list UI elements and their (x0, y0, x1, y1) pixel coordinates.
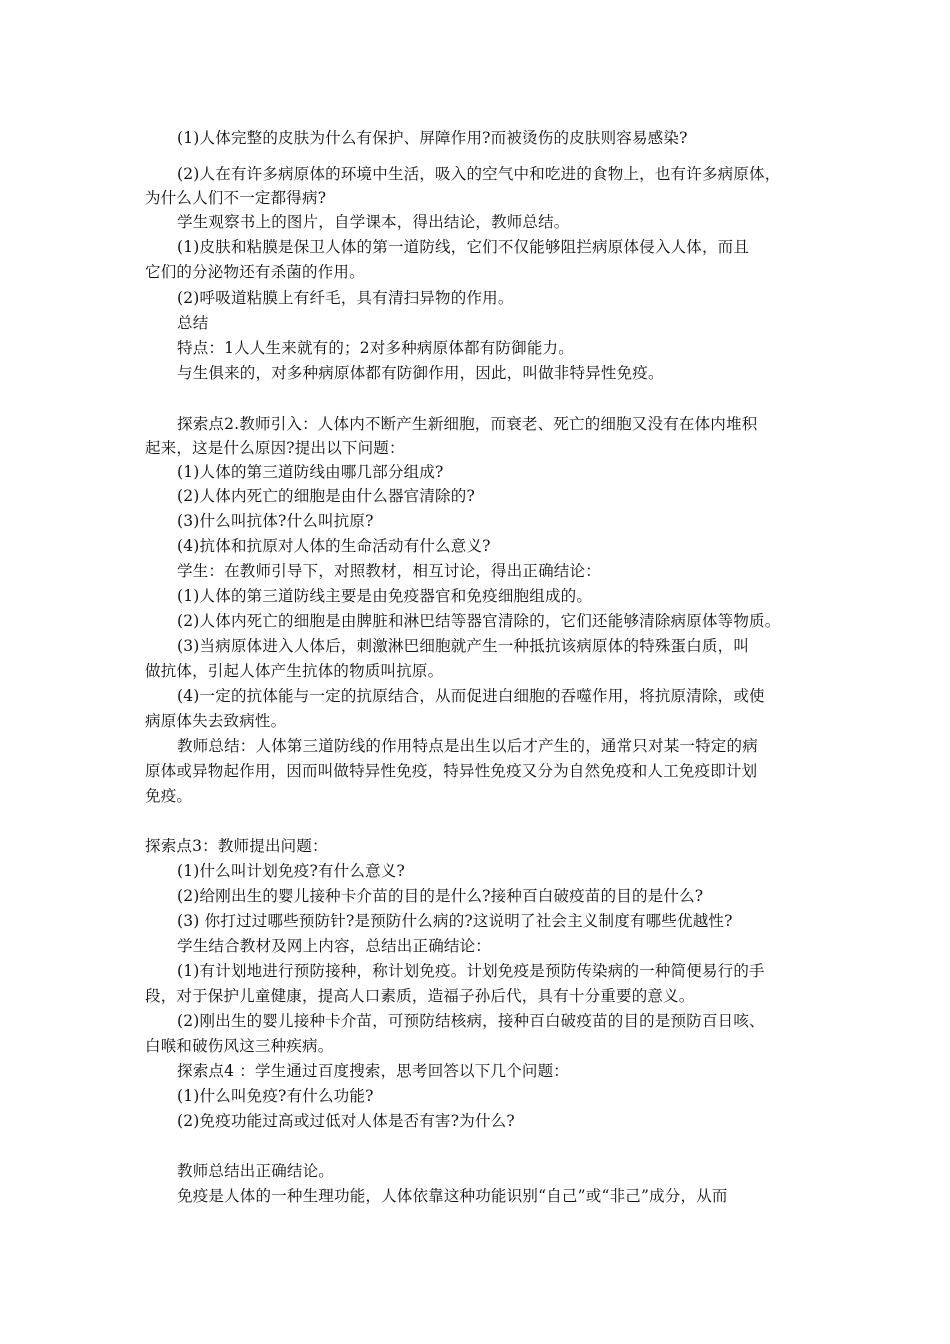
text-line: (2)刚出生的婴儿接种卡介苗，可预防结核病，接种百白破疫苗的目的是预防百日咳、 (177, 1012, 765, 1030)
text-line: (2)给刚出生的婴儿接种卡介苗的目的是什么?接种百白破疫苗的目的是什么? (177, 887, 704, 905)
text-line: (3) 你打过过哪些预防针?是预防什么病的?这说明了社会主义制度有哪些优越性? (177, 912, 733, 930)
text-line: 白喉和破伤风这三种疾病。 (145, 1037, 334, 1055)
text-line: (1)人体的第三道防线主要是由免疫器官和免疫细胞组成的。 (177, 587, 593, 605)
text-line: (1)人体完整的皮肤为什么有保护、屏障作用?而被烫伤的皮肤则容易感染? (177, 129, 688, 147)
text-line: (1)什么叫计划免疫?有什么意义? (177, 862, 405, 880)
text-line: 为什么人们不一定都得病? (145, 189, 327, 207)
text-line: 与生俱来的，对多种病原体都有防御作用，因此，叫做非特异性免疫。 (177, 364, 664, 382)
text-line: (2)人体内死亡的细胞是由什么器官清除的? (177, 487, 475, 505)
text-line: 它们的分泌物还有杀菌的作用。 (145, 263, 365, 281)
text-line: (2)呼吸道粘膜上有纤毛，具有清扫异物的作用。 (177, 289, 514, 307)
text-line: 教师总结：人体第三道防线的作用特点是出生以后才产生的，通常只对某一特定的病 (177, 737, 758, 755)
text-line: (3)什么叫抗体?什么叫抗原? (177, 512, 374, 530)
text-line: (2)人体内死亡的细胞是由脾脏和淋巴结等器官清除的，它们还能够清除病原体等物质。 (177, 612, 781, 630)
text-line: 免疫。 (145, 787, 193, 805)
text-line: 探索点3：教师提出问题： (145, 837, 328, 855)
text-line: 特点：1人人生来就有的；2对多种病原体都有防御能力。 (177, 339, 574, 357)
text-line: 学生：在教师引导下，对照教材，相互讨论，得出正确结论： (177, 562, 601, 580)
text-line: (4)一定的抗体能与一定的抗原结合，从而促进白细胞的吞噬作用，将抗原清除，或使 (177, 687, 765, 705)
text-line: 病原体失去致病性。 (145, 712, 287, 730)
text-line: (1)什么叫免疫?有什么功能? (177, 1087, 374, 1105)
text-line: 学生观察书上的图片，自学课本，得出结论，教师总结。 (177, 213, 570, 231)
text-line: (2)人在有许多病原体的环境中生活，吸入的空气中和吃进的食物上，也有许多病原体， (177, 165, 781, 183)
text-line: 免疫是人体的一种生理功能，人体依靠这种功能识别“自己”或“非己”成分，从而 (177, 1187, 728, 1205)
text-line: 段，对于保护儿童健康，提高人口素质，造福子孙后代，具有十分重要的意义。 (145, 987, 695, 1005)
text-line: (1)人体的第三道防线由哪几部分组成? (177, 463, 444, 481)
text-line: 原体或异物起作用，因而叫做特异性免疫，特异性免疫又分为自然免疫和人工免疫即计划 (145, 762, 758, 780)
text-line: 探索点4 ：学生通过百度搜索，思考回答以下几个问题： (177, 1062, 569, 1080)
text-line: 学生结合教材及网上内容，总结出正确结论： (177, 937, 492, 955)
text-line: 起来，这是什么原因?提出以下问题： (145, 439, 405, 457)
text-line: 做抗体，引起人体产生抗体的物质叫抗原。 (145, 662, 444, 680)
text-line: 教师总结出正确结论。 (177, 1162, 335, 1180)
text-line: (2)免疫功能过高或过低对人体是否有害?为什么? (177, 1112, 515, 1130)
text-line: (4)抗体和抗原对人体的生命活动有什么意义? (177, 537, 491, 555)
text-line: (1)有计划地进行预防接种，称计划免疫。计划免疫是预防传染病的一种简便易行的手 (177, 962, 765, 980)
text-line: (3)当病原体进入人体后，刺激淋巴细胞就产生一种抵抗该病原体的特殊蛋白质，叫 (177, 637, 750, 655)
text-line: 总结 (177, 314, 209, 332)
text-line: (1)皮肤和粘膜是保卫人体的第一道防线，它们不仅能够阻拦病原体侵入人体，而且 (177, 238, 750, 256)
text-line: 探索点2.教师引入：人体内不断产生新细胞，而衰老、死亡的细胞又没有在体内堆积 (177, 415, 758, 433)
